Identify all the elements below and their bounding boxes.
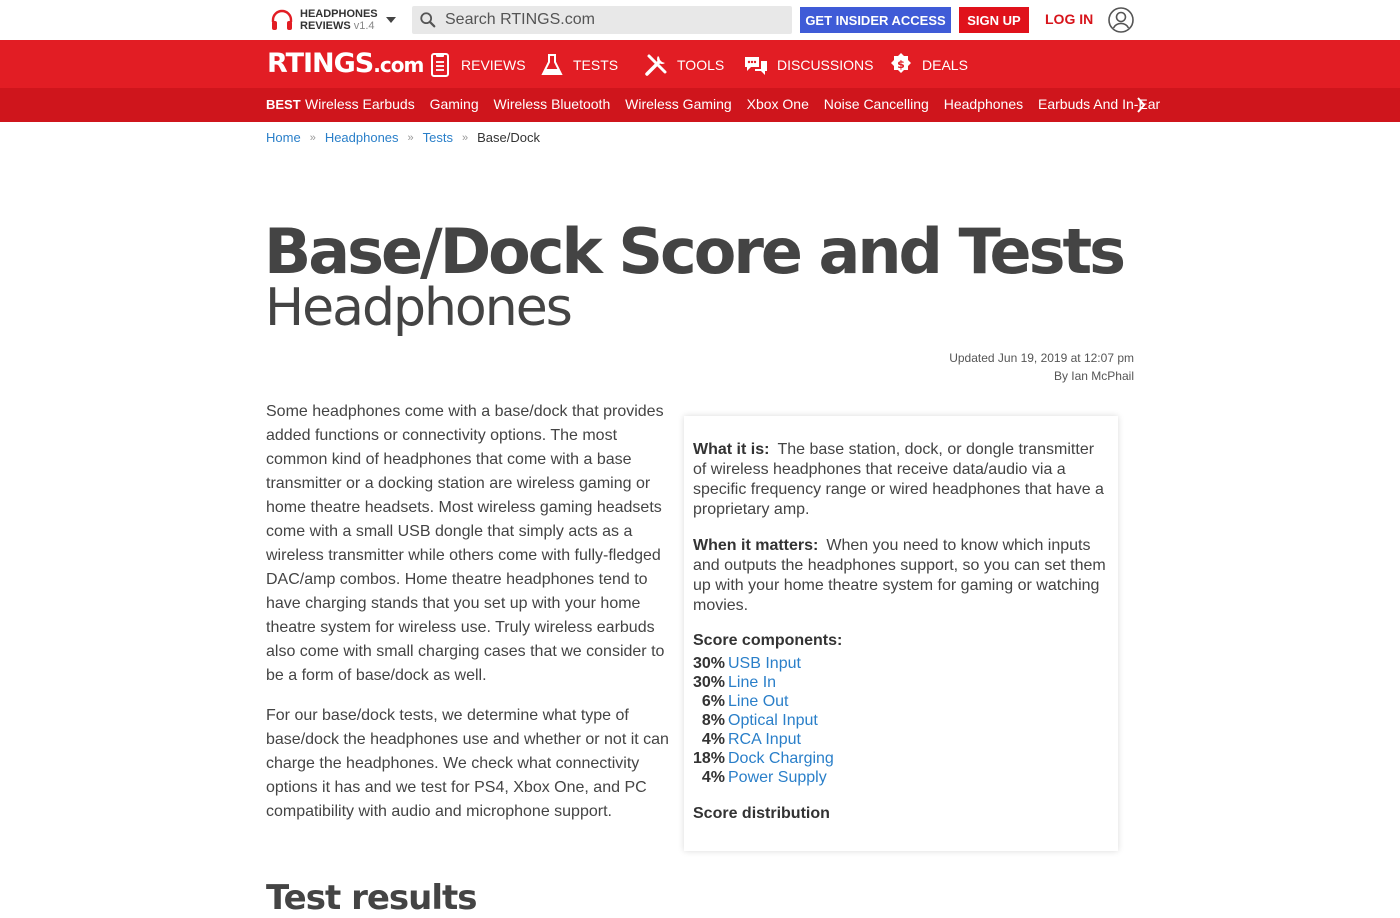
- best-links: [305, 96, 1161, 112]
- updated-date: Updated Jun 19, 2019 at 12:07 pm: [949, 351, 1134, 365]
- breadcrumb-current: Base/Dock: [477, 130, 541, 145]
- top-bar: [0, 0, 1400, 40]
- tools-icon: [643, 52, 669, 78]
- component-link-line-out[interactable]: Line Out: [728, 693, 789, 710]
- component-link-dock-charging[interactable]: Dock Charging: [728, 750, 834, 767]
- score-component-row: [693, 673, 1109, 692]
- intro-text: [266, 400, 670, 840]
- component-weight: 8%: [701, 712, 725, 729]
- nav-tools-label: TOOLS: [677, 57, 725, 73]
- nav-deals[interactable]: [888, 52, 968, 78]
- logo-main: RTINGS: [267, 48, 374, 79]
- best-link-xbox-one[interactable]: Xbox One: [746, 96, 809, 112]
- component-weight: 4%: [701, 769, 725, 786]
- product-selector[interactable]: [270, 8, 396, 32]
- score-component-row: [693, 730, 1109, 749]
- score-component-row: [693, 711, 1109, 730]
- nav-tools[interactable]: [643, 52, 724, 78]
- component-weight: 6%: [701, 693, 725, 710]
- author-byline: By Ian McPhail: [1053, 369, 1134, 383]
- when-it-matters-label: When it matters:: [693, 537, 819, 554]
- breadcrumb-home[interactable]: Home: [266, 130, 301, 145]
- score-component-row: [693, 654, 1109, 673]
- chevron-right-icon[interactable]: [1136, 96, 1146, 114]
- score-components-list: [693, 654, 1109, 787]
- breadcrumb-separator-icon: »: [309, 131, 316, 144]
- chevron-down-icon: [386, 17, 396, 23]
- component-link-optical-input[interactable]: Optical Input: [728, 712, 818, 729]
- article-meta: [949, 349, 1134, 385]
- component-link-power-supply[interactable]: Power Supply: [728, 769, 827, 786]
- best-link-earbuds-in-ear[interactable]: Earbuds And In-Ear: [1038, 96, 1161, 112]
- product-line2: REVIEWS: [300, 20, 351, 32]
- page-subtitle: Headphones: [265, 278, 571, 338]
- best-link-wireless-bluetooth[interactable]: Wireless Bluetooth: [493, 96, 611, 112]
- nav-deals-label: DEALS: [922, 57, 968, 73]
- best-label: BEST: [266, 97, 301, 112]
- insider-access-button[interactable]: GET INSIDER ACCESS: [800, 7, 951, 33]
- main-nav: [0, 40, 1400, 88]
- component-weight: 18%: [693, 750, 726, 767]
- component-weight: 4%: [701, 731, 725, 748]
- site-logo[interactable]: [267, 48, 423, 79]
- what-it-is: [693, 440, 1109, 520]
- intro-paragraph-2: For our base/dock tests, we determine what type of base/dock the headphones use and whether or not it can charge the headphones. We check what connectivity options it has and we test for PS4, Xbox One, and PC compatibility with audio and microphone support.: [266, 707, 669, 820]
- what-it-is-text: The base station, dock, or dongle transmitter of wireless headphones that receive data/audio via a specific frequency range or wired headphones that have a proprietary amp.: [693, 441, 1104, 518]
- breadcrumb: [266, 130, 540, 145]
- best-link-wireless-earbuds[interactable]: Wireless Earbuds: [305, 96, 415, 112]
- nav-reviews[interactable]: [427, 52, 526, 78]
- best-link-wireless-gaming[interactable]: Wireless Gaming: [625, 96, 732, 112]
- best-link-gaming[interactable]: Gaming: [429, 96, 479, 112]
- when-it-matters: [693, 536, 1109, 616]
- score-components-title: Score components:: [693, 632, 843, 649]
- score-component-row: [693, 692, 1109, 711]
- search-bar: [412, 6, 792, 34]
- logo-suffix: .com: [373, 53, 424, 77]
- component-link-line-in[interactable]: Line In: [728, 674, 777, 691]
- score-component-row: [693, 749, 1109, 768]
- nav-discussions[interactable]: [743, 52, 873, 78]
- test-results-heading: Test results: [266, 878, 477, 918]
- discussions-icon: [743, 52, 769, 78]
- svg-text:$: $: [897, 58, 905, 71]
- search-input[interactable]: [445, 11, 775, 29]
- log-in-link[interactable]: LOG IN: [1045, 11, 1094, 27]
- nav-discussions-label: DISCUSSIONS: [777, 57, 874, 73]
- flask-icon: [539, 52, 565, 78]
- what-it-is-label: What it is:: [693, 441, 770, 458]
- component-link-usb-input[interactable]: USB Input: [728, 655, 801, 672]
- component-link-rca-input[interactable]: RCA Input: [728, 731, 801, 748]
- intro-paragraph-1: Some headphones come with a base/dock that provides added functions or connectivity options. The most common kind of headphones that come with a base transmitter or a docking station are wireless gaming or home theatre headsets. Most wireless gaming headsets come with a small USB dongle that simply acts as a wireless transmitter while others come with fully-fledged DAC/amp combos. Home theatre headphones tend to have charging stands that you set up with your home theatre system for wireless use. Truly wireless earbuds also come with small charging cases that we consider to be a form of base/dock as well.: [266, 403, 665, 684]
- breadcrumb-headphones[interactable]: Headphones: [324, 130, 399, 145]
- breadcrumb-tests[interactable]: Tests: [422, 130, 454, 145]
- sign-up-button[interactable]: SIGN UP: [959, 7, 1029, 33]
- page-title: Base/Dock Score and Tests: [264, 215, 1124, 288]
- product-line1: HEADPHONES: [300, 8, 378, 20]
- nav-tests[interactable]: [539, 52, 618, 78]
- test-info-box: [684, 416, 1118, 851]
- reviews-icon: [427, 52, 453, 78]
- best-bar: [0, 88, 1400, 122]
- deals-icon: [888, 52, 914, 78]
- version-label: v1.4: [353, 20, 375, 32]
- nav-reviews-label: REVIEWS: [461, 57, 526, 73]
- user-avatar-icon[interactable]: [1108, 7, 1134, 33]
- component-weight: 30%: [693, 674, 726, 691]
- score-distribution-title: Score distribution: [693, 805, 830, 822]
- component-weight: 30%: [693, 655, 726, 672]
- breadcrumb-separator-icon: »: [407, 131, 414, 144]
- search-icon: [419, 11, 437, 29]
- when-it-matters-text: When you need to know which inputs and outputs the headphones support, so you can set them up with your home theatre system for gaming or watching movies.: [693, 537, 1106, 614]
- best-link-headphones[interactable]: Headphones: [943, 96, 1024, 112]
- score-component-row: [693, 768, 1109, 787]
- best-link-noise-cancelling[interactable]: Noise Cancelling: [823, 96, 929, 112]
- breadcrumb-separator-icon: »: [462, 131, 469, 144]
- product-name: [300, 8, 378, 32]
- nav-tests-label: TESTS: [573, 57, 619, 73]
- headphones-icon: [270, 8, 294, 32]
